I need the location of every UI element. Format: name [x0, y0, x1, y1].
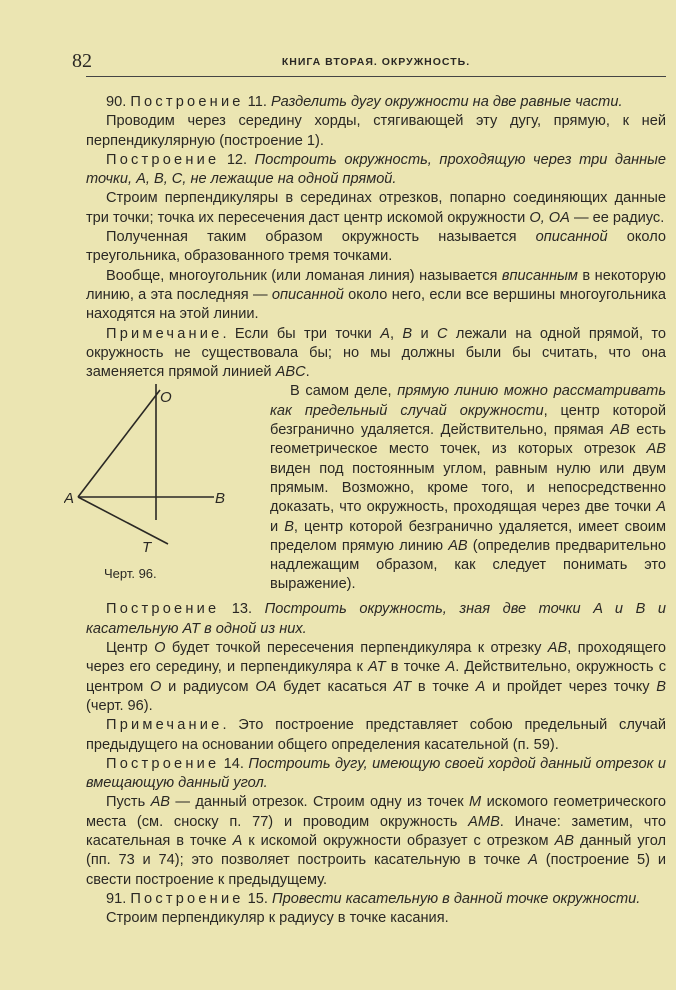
italic-text: Построить окружность, зная две точки A и B и касательную AT в одной из них.	[86, 601, 666, 637]
text-run: ,	[389, 325, 403, 342]
text-run: к искомой окружности образует с отрезком	[242, 833, 555, 850]
paragraph	[86, 325, 666, 383]
text-run: . Это построение представляет собою предельный случай предыдущего на основании общего определения касательной (п. 59).	[86, 717, 666, 753]
spaced-heading-text: Примечание	[106, 717, 223, 734]
text-run: (построение 5) и свести построение к предыдущему.	[86, 852, 666, 888]
italic-text: AB	[547, 640, 568, 657]
italic-text: B	[402, 325, 413, 342]
italic-text: O, OA	[529, 209, 570, 226]
text-run: 12.	[219, 151, 255, 168]
paragraph	[86, 890, 666, 909]
text-run: Центр	[106, 640, 155, 657]
text-run: Строим перпендикуляр к радиусу в точке касания.	[106, 910, 449, 927]
italic-text: описанной	[535, 229, 608, 246]
paragraph	[86, 716, 666, 755]
text-run: Проводим через середину хорды, стягивающей эту дугу, прямую, к ней перпендикулярную (построение 1).	[86, 113, 666, 149]
page-number: 82	[72, 50, 92, 72]
italic-text: A	[528, 852, 538, 869]
label-o: O	[160, 389, 172, 407]
text-run: будет точкой пересечения перпендикуляра к отрезку	[165, 640, 548, 657]
spaced-heading-text: Построение	[106, 151, 220, 168]
italic-text: описанной	[271, 286, 344, 303]
text-run: 11.	[243, 94, 271, 110]
italic-text: Построить окружность, проходящую через три данные точки, A, B, C, не лежащие на одной прямой.	[86, 151, 666, 188]
text-run: около треугольника, образованного тремя точками.	[86, 229, 666, 265]
italic-text: AB	[610, 422, 630, 439]
spaced-heading-text: Построение	[106, 601, 220, 618]
italic-text: A	[232, 833, 243, 850]
text-run: 14.	[219, 755, 249, 772]
text-run: , центр которой безгранично удаляется, имеет своим пределом прямую линию	[270, 518, 666, 554]
text-run: есть геометрическое место точек, из которых отрезок	[270, 422, 666, 458]
spaced-heading-text: Построение	[130, 890, 244, 907]
text-run: (определив предварительно надлежащим образом, как следует понимать это выражение).	[270, 537, 667, 593]
label-t: T	[142, 539, 152, 557]
label-a: A	[64, 490, 75, 508]
italic-text: вписанным	[501, 267, 578, 284]
text-run: . Иначе: заметим, что касательная в точке	[86, 813, 666, 850]
paragraph	[86, 600, 666, 639]
text-run: .	[305, 364, 310, 381]
text-run: 15.	[243, 890, 273, 907]
italic-text: M	[469, 794, 482, 811]
italic-text: B	[656, 678, 666, 695]
italic-text: AT	[368, 659, 386, 676]
text-run: будет касаться	[276, 678, 394, 695]
italic-text: прямую линию можно рассматривать как предельный случай окружности	[270, 383, 666, 419]
italic-text: AB	[646, 441, 666, 458]
text-run: . Действительно, окружность с центром	[86, 659, 666, 695]
text-run: Полученная таким образом окружность называется	[106, 229, 536, 246]
text-run: и	[270, 518, 285, 535]
paragraph	[86, 793, 666, 889]
italic-text: AMB	[468, 813, 500, 830]
italic-text: A	[656, 499, 666, 516]
paragraph	[86, 93, 666, 112]
italic-text: AB	[554, 833, 575, 850]
italic-text: ABC	[275, 364, 306, 381]
tangent-at	[78, 497, 168, 544]
text-run: виден под постоянным углом, равным нулю или двум прямым. Возможно, кроме того, и непосредственно доказать, что окружность, проходящая через две точки	[270, 460, 666, 516]
label-b: B	[215, 490, 226, 508]
paragraph	[86, 909, 666, 928]
page-body	[64, 93, 667, 929]
spaced-heading-text: Построение	[130, 94, 244, 110]
italic-text: AB	[448, 537, 468, 554]
text-run: 91.	[106, 890, 131, 907]
text-run: и радиусом	[161, 678, 256, 695]
paragraph	[86, 267, 666, 325]
text-run: Пусть	[106, 794, 151, 811]
text-run: Вообще, многоугольник (или ломаная линия) называется	[106, 267, 502, 284]
paragraph	[86, 112, 666, 151]
italic-text: A	[445, 659, 456, 676]
spaced-heading-text: Примечание	[106, 325, 223, 342]
text-run: 90.	[106, 94, 131, 110]
italic-text: O	[150, 678, 162, 695]
running-head: КНИГА ВТОРАЯ. ОКРУЖНОСТЬ.	[281, 56, 471, 68]
text-before-figure	[86, 93, 666, 382]
text-run: и пройдет через точку	[485, 678, 657, 695]
figure-96	[64, 382, 264, 600]
paragraph	[86, 755, 666, 794]
spaced-heading-text: Построение	[106, 755, 220, 772]
paragraph	[86, 151, 666, 190]
italic-text: OA	[255, 678, 277, 695]
text-run: (черт. 96).	[86, 697, 153, 714]
text-run: и	[412, 325, 438, 342]
italic-text: Провести касательную в данной точке окружности.	[272, 890, 641, 907]
italic-text: A	[475, 678, 486, 695]
italic-text: B	[284, 518, 294, 535]
italic-text: O	[154, 640, 166, 657]
paragraph	[86, 189, 666, 228]
text-run: , центр которой безгранично удаляется. Действительно, прямая	[270, 402, 666, 439]
page-header	[72, 48, 666, 77]
text-run: лежали на одной прямой, то окружность не существовала бы; но мы должны были бы считать, что она заменяется прямой линией	[86, 325, 667, 381]
text-after-figure	[86, 600, 666, 928]
line-ao	[78, 390, 160, 497]
text-run: искомого геометрического места (см. сноску п. 77) и проводим окружность	[86, 794, 666, 830]
text-run: в точке	[411, 678, 476, 695]
italic-text: C	[437, 325, 448, 342]
paragraph	[86, 228, 666, 267]
italic-text: AT	[393, 678, 412, 695]
italic-text: A	[380, 325, 390, 342]
italic-text: AB	[150, 794, 171, 811]
text-run: в точке	[385, 659, 446, 676]
italic-text: Построить дугу, имеющую своей хордой данный отрезок и вмещающую данный угол.	[86, 755, 666, 792]
text-run: — данный отрезок. Строим одну из точек	[170, 794, 470, 811]
text-run: — ее радиус.	[569, 209, 665, 226]
book-page	[64, 48, 667, 929]
paragraph	[86, 639, 666, 716]
text-run: данный угол (пп. 73 и 74); это позволяет построить касательную в точке	[86, 833, 666, 869]
text-run: в некоторую линию, а эта последняя —	[86, 267, 666, 303]
figure-caption: Черт. 96.	[104, 566, 157, 582]
text-run: . Если бы три точки	[222, 325, 381, 342]
text-run: Строим перпендикуляры в серединах отрезков, попарно соединяющих данные три точки; точка их пересечения даст центр искомой окружности	[86, 190, 666, 226]
text-run: около него, если все вершины многоугольника находятся на этой линии.	[86, 286, 666, 323]
text-run: 13.	[219, 601, 265, 618]
text-run: , проходящего через его середину, и перпендикуляра к	[86, 640, 667, 676]
text-run: В самом деле,	[290, 383, 398, 400]
geometry-diagram	[64, 382, 264, 562]
italic-text: Разделить дугу окружности на две равные части.	[270, 94, 623, 110]
figure-section	[64, 382, 667, 600]
